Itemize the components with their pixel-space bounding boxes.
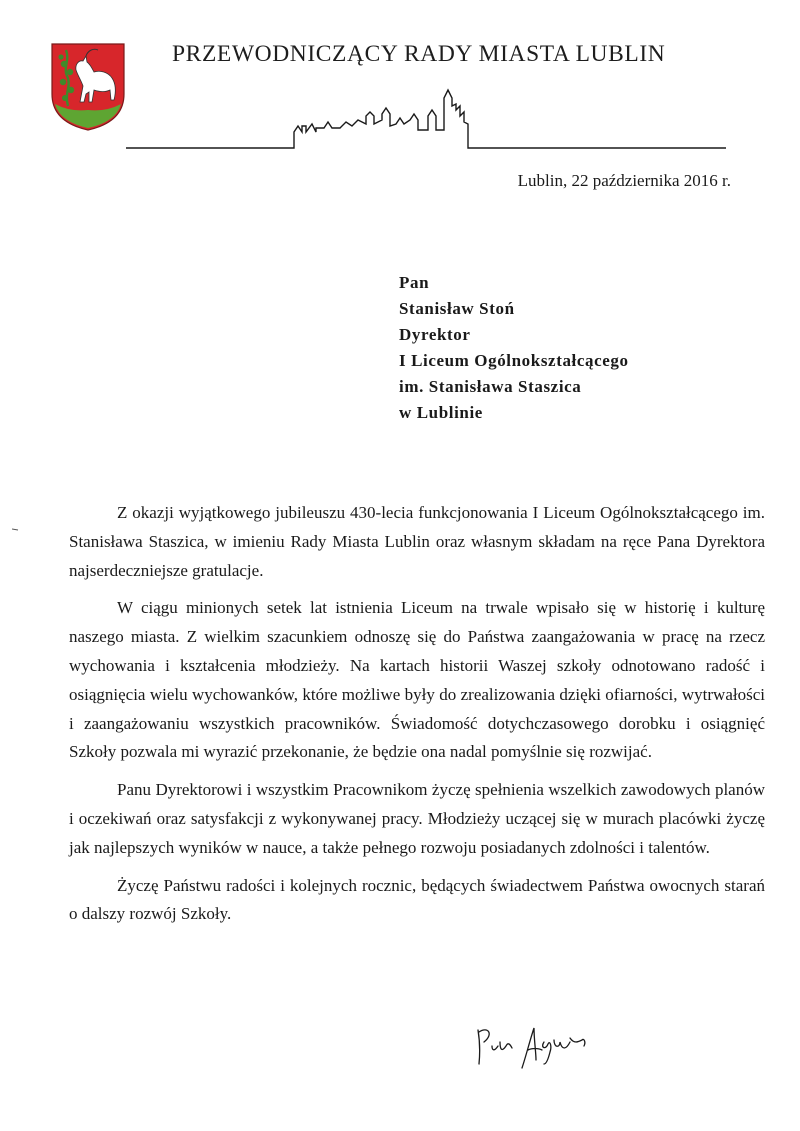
- lublin-skyline-icon: [126, 86, 726, 152]
- body-paragraph: W ciągu minionych setek lat istnienia Liceum na trwale wpisało się w historię i kulturę naszego miasta. Z wielkim szacunkiem odnoszę się do Państwa zaangażowania w pracę na rzecz wychowania i kształcenia młodzieży. Na kartach historii Waszej szkoły odnotowano radość i osiągnięcia wielu wychowanków, które możliwe były do zrealizowania dzięki ofiarności, wytrwałości i zaangażowaniu wszystkich pracowników. Świadomość dotychczasowego dorobku i osiągnięć Szkoły pozwala mi wyrazić przekonanie, że będzie ona nadal pomyślnie się rozwijać.: [69, 598, 765, 762]
- letter-date: Lublin, 22 października 2016 r.: [517, 171, 731, 190]
- body-paragraph: Z okazji wyjątkowego jubileuszu 430-lecia funkcjonowania I Liceum Ogólnokształcącego im. Stanisława Staszica, w imieniu Rady Miasta Lublin oraz własnym składam na ręce Pana Dyrektora najserdeczniejsze gratulacje.: [69, 503, 765, 580]
- address-line: I Liceum Ogólnokształcącego: [399, 351, 629, 370]
- page-title: PRZEWODNICZĄCY RADY MIASTA LUBLIN: [172, 41, 666, 67]
- address-line: Dyrektor: [399, 325, 471, 344]
- handwritten-signature-icon: [470, 1020, 595, 1080]
- body-paragraph: Życzę Państwu radości i kolejnych rocznic, będących świadectwem Państwa owocnych starań o dalszy rozwój Szkoły.: [69, 875, 765, 924]
- recipient-address: [399, 270, 629, 426]
- address-line: Stanisław Stoń: [399, 299, 515, 318]
- scan-mark: [12, 518, 19, 521]
- address-line: Pan: [399, 273, 430, 292]
- address-line: w Lublinie: [399, 403, 483, 422]
- lublin-coat-of-arms-icon: [50, 42, 126, 132]
- address-line: im. Stanisława Staszica: [399, 377, 582, 396]
- letter-body: [69, 499, 765, 938]
- body-paragraph: Panu Dyrektorowi i wszystkim Pracownikom życzę spełnienia wszelkich zawodowych planów i oczekiwań oraz satysfakcji z wykonywanej pracy. Młodzieży uczącej się w murach placówki życzę jak najlepszych wyników w nauce, a także pełnego rozwoju posiadanych zdolności i talentów.: [69, 780, 765, 857]
